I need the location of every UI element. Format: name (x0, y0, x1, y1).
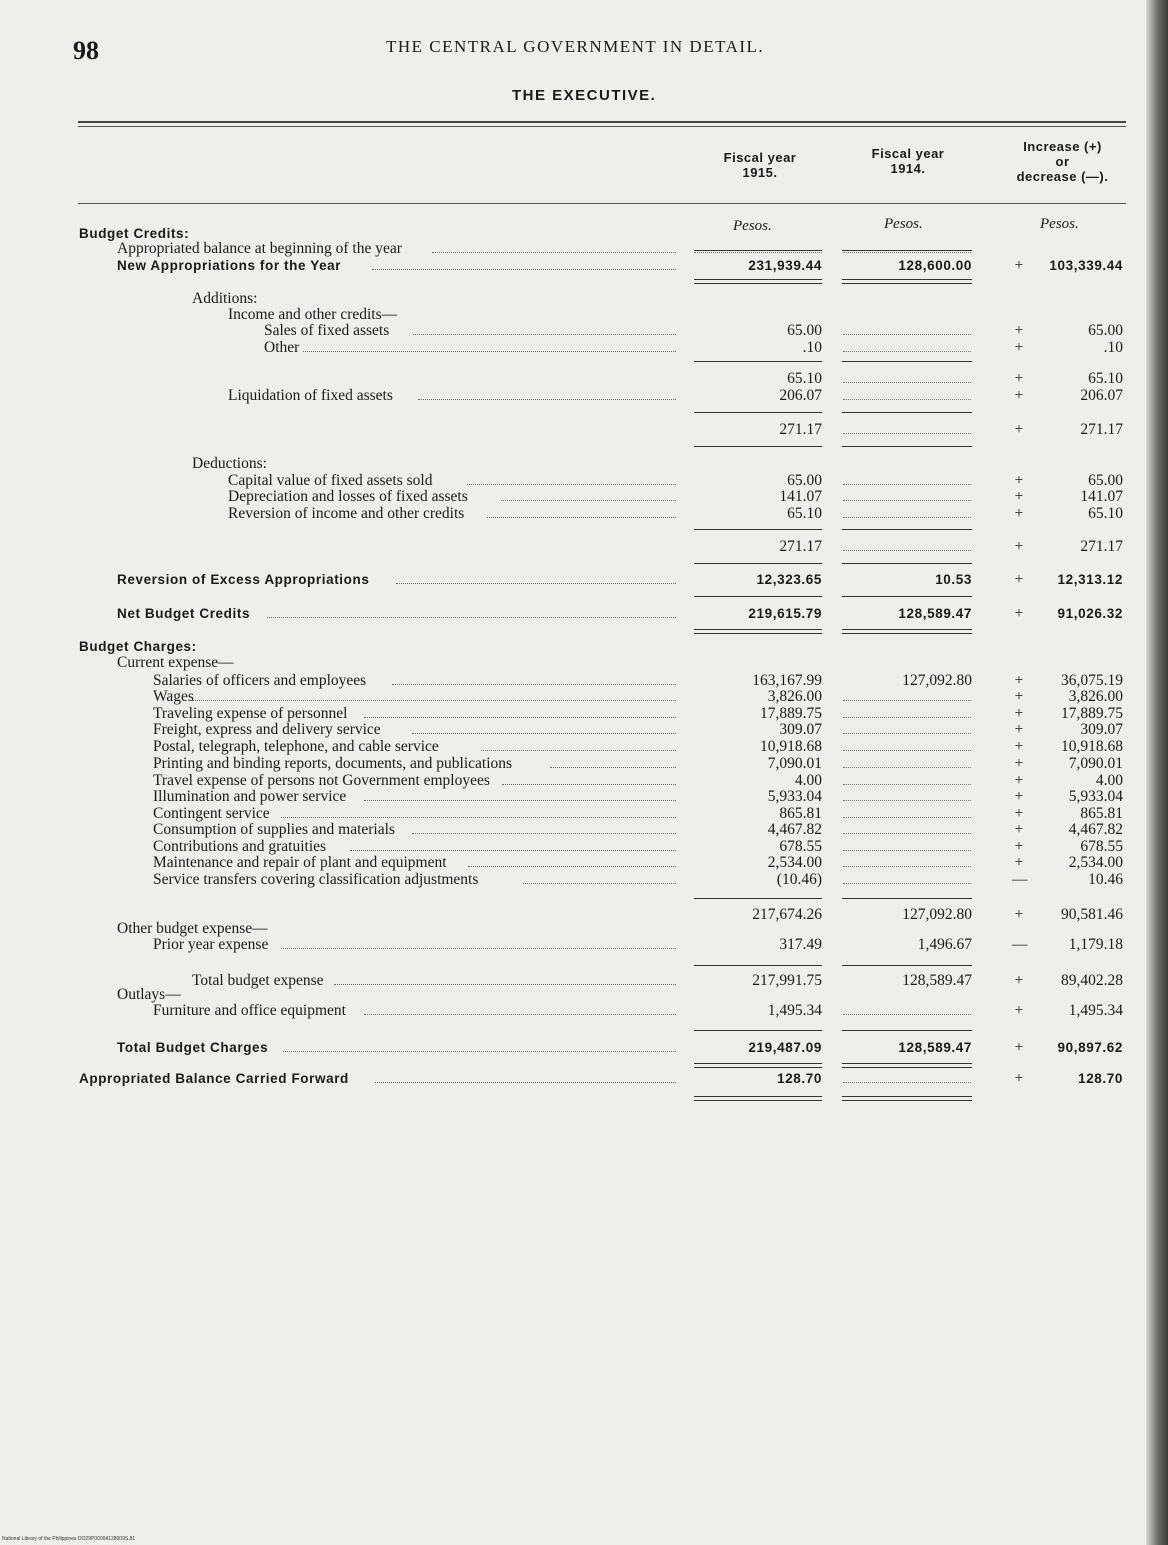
dot-leader (412, 833, 676, 834)
double-total-rule (694, 1096, 822, 1101)
row-label: Total Budget Charges (117, 1040, 269, 1055)
dot-leader (392, 684, 676, 685)
value-change: 65.10 (1088, 370, 1123, 387)
value-fy1914: 128,600.00 (898, 258, 972, 273)
total-rule (694, 1030, 822, 1031)
row-label: Postal, telegraph, telephone, and cable service (153, 738, 439, 755)
total-rule (842, 563, 972, 564)
empty-cell-dots (843, 484, 971, 485)
empty-cell-dots (843, 767, 971, 768)
total-rule (694, 898, 822, 899)
value-fy1915: 10,918.68 (760, 738, 822, 755)
column-header-fy1914-line2: 1914. (890, 161, 926, 176)
change-sign: + (1014, 838, 1024, 855)
value-fy1915: (10.46) (776, 871, 822, 888)
value-fy1915: 271.17 (779, 421, 822, 438)
table-row (0, 756, 1168, 772)
table-row (0, 340, 1168, 356)
value-fy1915: 206.07 (779, 387, 822, 404)
dot-leader (350, 850, 676, 851)
row-label: New Appropriations for the Year (117, 258, 342, 273)
table-row (0, 806, 1168, 822)
change-sign: + (1014, 906, 1024, 923)
row-label: Salaries of officers and employees (153, 672, 367, 689)
empty-cell-dots (843, 850, 971, 851)
total-rule (694, 446, 822, 447)
row-label: Income and other credits— (228, 306, 398, 323)
value-change: 3,826.00 (1068, 688, 1123, 705)
row-label: Travel expense of persons not Government employees (153, 772, 490, 789)
dot-leader (283, 1051, 676, 1052)
value-change: 90,897.62 (1057, 1040, 1123, 1055)
column-header-fy1915 (695, 150, 825, 180)
value-fy1915: 4.00 (794, 772, 822, 789)
row-label: Liquidation of fixed assets (228, 387, 393, 404)
change-sign: + (1014, 605, 1024, 622)
table-row (0, 539, 1168, 555)
double-total-rule (694, 279, 822, 284)
double-total-rule (694, 629, 822, 634)
row-label: Sales of fixed assets (264, 322, 390, 339)
row-label: Furniture and office equipment (153, 1002, 346, 1019)
value-fy1915: 309.07 (779, 721, 822, 738)
column-header-change-line2: or (1055, 154, 1070, 169)
value-change: .10 (1103, 339, 1123, 356)
value-fy1915: 163,167.99 (752, 672, 822, 689)
empty-cell-dots (843, 252, 971, 253)
section-title: THE EXECUTIVE. (512, 87, 657, 104)
value-fy1914: 128,589.47 (898, 1040, 972, 1055)
row-label: Outlays— (117, 986, 181, 1003)
table-row (0, 422, 1168, 438)
double-total-rule (842, 1096, 972, 1101)
dot-leader (396, 583, 676, 584)
dot-leader (468, 866, 677, 867)
table-row (0, 987, 1168, 1003)
empty-cell-dots (843, 717, 971, 718)
change-sign: + (1014, 1039, 1024, 1056)
value-fy1915: 12,323.65 (756, 572, 822, 587)
value-fy1915: 128.70 (777, 1071, 822, 1086)
value-change: 5,933.04 (1068, 788, 1123, 805)
table-row (0, 489, 1168, 505)
change-sign: + (1014, 370, 1024, 387)
table-row (0, 1071, 1168, 1087)
value-change: 91,026.32 (1057, 606, 1123, 621)
table-row (0, 839, 1168, 855)
empty-cell-dots (694, 252, 822, 253)
value-change: 10,918.68 (1061, 738, 1123, 755)
unit-label-change: Pesos. (1040, 216, 1079, 232)
running-head: THE CENTRAL GOVERNMENT IN DETAIL. (386, 37, 765, 56)
dot-leader (364, 717, 676, 718)
empty-cell-dots (843, 733, 971, 734)
dot-leader (375, 1082, 676, 1083)
dot-leader (281, 817, 676, 818)
empty-cell-dots (843, 550, 971, 551)
dot-leader (364, 1014, 676, 1015)
change-sign: + (1014, 322, 1024, 339)
table-row (0, 291, 1168, 307)
row-label: Net Budget Credits (117, 606, 251, 621)
empty-cell-dots (843, 399, 971, 400)
table-row (0, 258, 1168, 274)
value-fy1915: 217,991.75 (752, 972, 822, 989)
value-fy1915: 5,933.04 (767, 788, 822, 805)
header-rule-bottom (78, 203, 1126, 204)
total-rule (694, 965, 822, 966)
value-change: 2,534.00 (1068, 854, 1123, 871)
dot-leader (267, 617, 676, 618)
table-row (0, 773, 1168, 789)
row-label: Freight, express and delivery service (153, 721, 381, 738)
table-row (0, 606, 1168, 622)
value-fy1915: 7,090.01 (767, 755, 822, 772)
total-rule (694, 250, 822, 251)
change-sign: + (1014, 538, 1024, 555)
value-fy1915: 65.00 (787, 472, 822, 489)
change-sign: + (1014, 505, 1024, 522)
change-sign: + (1014, 755, 1024, 772)
library-footer: National Library of the Philippines DO29P00004128009S.81 (2, 1536, 136, 1542)
change-sign: — (1012, 871, 1028, 888)
value-change: 865.81 (1080, 805, 1123, 822)
dot-leader (487, 517, 676, 518)
value-fy1915: 271.17 (779, 538, 822, 555)
total-rule (842, 446, 972, 447)
change-sign: + (1014, 688, 1024, 705)
value-fy1915: 317.49 (779, 936, 822, 953)
empty-cell-dots (843, 800, 971, 801)
row-label: Depreciation and losses of fixed assets (228, 488, 468, 505)
double-total-rule (842, 629, 972, 634)
double-total-rule (694, 1063, 822, 1068)
value-change: 128.70 (1078, 1071, 1123, 1086)
dot-leader (481, 750, 676, 751)
row-label: Contingent service (153, 805, 270, 822)
value-fy1915: 65.10 (787, 370, 822, 387)
row-label: Other (264, 339, 300, 356)
value-fy1914: 1,496.67 (917, 936, 972, 953)
column-header-fy1914-line1: Fiscal year (871, 146, 945, 161)
empty-cell-dots (843, 833, 971, 834)
column-header-change (995, 139, 1130, 184)
column-header-change-line3: decrease (—). (1016, 169, 1109, 184)
dot-leader (412, 733, 676, 734)
total-rule (842, 361, 972, 362)
table-row (0, 241, 1168, 257)
value-fy1915: 141.07 (779, 488, 822, 505)
value-fy1915: 65.00 (787, 322, 822, 339)
value-fy1915: 231,939.44 (748, 258, 822, 273)
empty-cell-dots (843, 433, 971, 434)
value-change: 10.46 (1088, 871, 1123, 888)
empty-cell-dots (843, 700, 971, 701)
value-change: 65.00 (1088, 472, 1123, 489)
value-fy1915: 17,889.75 (760, 705, 822, 722)
change-sign: + (1014, 805, 1024, 822)
row-label: Traveling expense of personnel (153, 705, 348, 722)
dot-leader (502, 784, 676, 785)
table-row (0, 1003, 1168, 1019)
value-fy1915: .10 (802, 339, 822, 356)
value-fy1915: 678.55 (779, 838, 822, 855)
dot-leader (523, 883, 676, 884)
dot-leader (303, 351, 677, 352)
value-fy1914: 127,092.80 (902, 672, 972, 689)
change-sign: + (1014, 721, 1024, 738)
table-row (0, 689, 1168, 705)
row-label: Consumption of supplies and materials (153, 821, 395, 838)
empty-cell-dots (843, 517, 971, 518)
table-row (0, 1040, 1168, 1056)
total-rule (842, 898, 972, 899)
row-label: Wages (153, 688, 194, 705)
value-fy1915: 4,467.82 (767, 821, 822, 838)
change-sign: + (1014, 672, 1024, 689)
value-change: 141.07 (1080, 488, 1123, 505)
dot-leader (418, 399, 676, 400)
dot-leader (467, 484, 676, 485)
total-rule (842, 412, 972, 413)
table-row (0, 473, 1168, 489)
table-row (0, 855, 1168, 871)
table-row (0, 388, 1168, 404)
value-change: 271.17 (1080, 538, 1123, 555)
total-rule (694, 412, 822, 413)
row-label: Contributions and gratuities (153, 838, 327, 855)
change-sign: + (1014, 854, 1024, 871)
row-label: Reversion of Excess Appropriations (117, 572, 370, 587)
change-sign: + (1014, 972, 1024, 989)
total-rule (842, 596, 972, 597)
unit-label-fy1915: Pesos. (733, 218, 772, 234)
dot-leader (364, 800, 676, 801)
row-label: Appropriated balance at beginning of the year (117, 240, 402, 257)
table-row (0, 789, 1168, 805)
row-label: Budget Charges: (79, 639, 197, 654)
column-header-fy1914 (843, 146, 973, 176)
table-row (0, 722, 1168, 738)
value-change: 4.00 (1095, 772, 1123, 789)
table-row (0, 572, 1168, 588)
change-sign: + (1014, 1070, 1024, 1087)
value-fy1915: 2,534.00 (767, 854, 822, 871)
value-change: 65.00 (1088, 322, 1123, 339)
change-sign: + (1014, 738, 1024, 755)
change-sign: + (1014, 772, 1024, 789)
row-label: Capital value of fixed assets sold (228, 472, 433, 489)
change-sign: + (1014, 788, 1024, 805)
empty-cell-dots (843, 1082, 971, 1083)
column-header-change-line1: Increase (+) (1023, 139, 1102, 154)
empty-cell-dots (843, 883, 971, 884)
dot-leader (281, 948, 676, 949)
dot-leader (501, 500, 676, 501)
change-sign: + (1014, 257, 1024, 274)
value-change: 65.10 (1088, 505, 1123, 522)
change-sign: — (1012, 936, 1028, 953)
dot-leader (550, 767, 676, 768)
total-rule (842, 529, 972, 530)
value-fy1914: 128,589.47 (902, 972, 972, 989)
change-sign: + (1014, 339, 1024, 356)
empty-cell-dots (843, 1014, 971, 1015)
change-sign: + (1014, 571, 1024, 588)
value-fy1915: 865.81 (779, 805, 822, 822)
total-rule (842, 1030, 972, 1031)
value-change: 36,075.19 (1061, 672, 1123, 689)
row-label: Additions: (192, 290, 258, 307)
value-fy1914: 127,092.80 (902, 906, 972, 923)
table-row (0, 456, 1168, 472)
value-change: 7,090.01 (1068, 755, 1123, 772)
page-number: 98 (73, 36, 99, 65)
total-rule (694, 529, 822, 530)
value-change: 206.07 (1080, 387, 1123, 404)
row-label: Reversion of income and other credits (228, 505, 465, 522)
column-header-fy1915-line1: Fiscal year (723, 150, 797, 165)
value-change: 678.55 (1080, 838, 1123, 855)
value-fy1915: 219,487.09 (748, 1040, 822, 1055)
value-fy1915: 1,495.34 (767, 1002, 822, 1019)
value-change: 90,581.46 (1061, 906, 1123, 923)
change-sign: + (1014, 821, 1024, 838)
empty-cell-dots (843, 750, 971, 751)
table-row (0, 371, 1168, 387)
value-change: 4,467.82 (1068, 821, 1123, 838)
change-sign: + (1014, 387, 1024, 404)
value-change: 309.07 (1080, 721, 1123, 738)
table-row (0, 655, 1168, 671)
table-row (0, 673, 1168, 689)
table-row (0, 937, 1168, 953)
dot-leader (413, 334, 676, 335)
value-change: 12,313.12 (1057, 572, 1123, 587)
dot-leader (372, 269, 676, 270)
value-fy1914: 128,589.47 (898, 606, 972, 621)
value-change: 271.17 (1080, 421, 1123, 438)
change-sign: + (1014, 421, 1024, 438)
change-sign: + (1014, 705, 1024, 722)
value-fy1915: 217,674.26 (752, 906, 822, 923)
double-total-rule (842, 1063, 972, 1068)
table-row (0, 822, 1168, 838)
row-label: Other budget expense— (117, 920, 268, 937)
value-change: 1,495.34 (1068, 1002, 1123, 1019)
row-label: Prior year expense (153, 936, 269, 953)
dot-leader (334, 984, 676, 985)
row-label: Current expense— (117, 654, 234, 671)
empty-cell-dots (843, 351, 971, 352)
double-total-rule (842, 279, 972, 284)
value-fy1915: 219,615.79 (748, 606, 822, 621)
value-fy1915: 3,826.00 (767, 688, 822, 705)
row-label: Appropriated Balance Carried Forward (79, 1071, 349, 1086)
row-label: Service transfers covering classification adjustments (153, 871, 479, 888)
empty-cell-dots (843, 334, 971, 335)
row-label: Total budget expense (192, 972, 324, 989)
table-row (0, 872, 1168, 888)
header-rule-top-2 (78, 126, 1126, 127)
change-sign: + (1014, 1002, 1024, 1019)
value-fy1914: 10.53 (935, 572, 972, 587)
empty-cell-dots (843, 866, 971, 867)
row-label: Illumination and power service (153, 788, 347, 805)
unit-label-fy1914: Pesos. (884, 216, 923, 232)
value-change: 1,179.18 (1068, 936, 1123, 953)
change-sign: + (1014, 472, 1024, 489)
table-row (0, 706, 1168, 722)
dot-leader (432, 252, 677, 253)
change-sign: + (1014, 488, 1024, 505)
value-change: 103,339.44 (1049, 258, 1123, 273)
table-row (0, 739, 1168, 755)
total-rule (694, 563, 822, 564)
total-rule (694, 361, 822, 362)
empty-cell-dots (843, 500, 971, 501)
table-row (0, 639, 1168, 655)
value-change: 17,889.75 (1061, 705, 1123, 722)
value-change: 89,402.28 (1061, 972, 1123, 989)
total-rule (842, 250, 972, 251)
row-label: Deductions: (192, 455, 267, 472)
row-label: Maintenance and repair of plant and equipment (153, 854, 447, 871)
total-rule (842, 965, 972, 966)
table-row (0, 506, 1168, 522)
row-label: Printing and binding reports, documents, and publications (153, 755, 513, 772)
column-header-fy1915-line2: 1915. (742, 165, 778, 180)
empty-cell-dots (843, 784, 971, 785)
header-rule-top (78, 121, 1126, 123)
table-row (0, 323, 1168, 339)
row-label: Budget Credits: (79, 226, 190, 241)
table-row (0, 307, 1168, 323)
total-rule (694, 596, 822, 597)
dot-leader (192, 700, 677, 701)
table-row (0, 921, 1168, 937)
empty-cell-dots (843, 817, 971, 818)
value-fy1915: 65.10 (787, 505, 822, 522)
empty-cell-dots (843, 382, 971, 383)
